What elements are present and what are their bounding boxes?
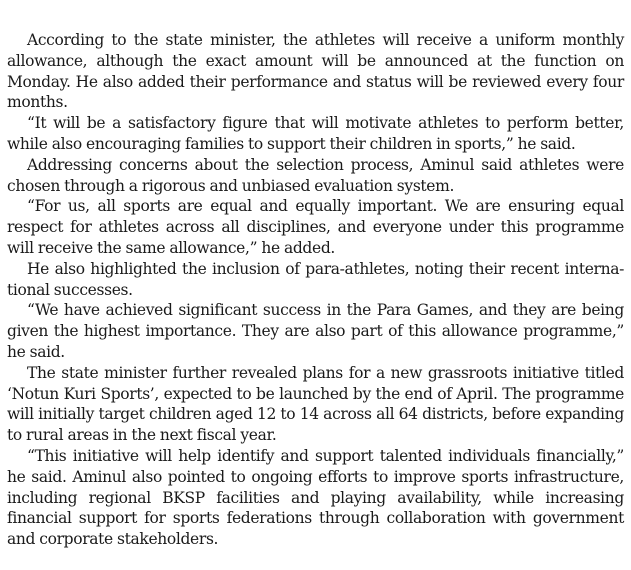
article-paragraph: He also highlighted the inclusion of para-athletes, noting their recent interna-tional successes. (7, 259, 624, 299)
article-paragraph: “We have achieved significant success in the Para Games, and they are being given the highest importance. They are also part of this allowance programme,” he said. (7, 301, 624, 361)
article-body (7, 30, 624, 550)
article-paragraph: “It will be a satisfactory figure that will motivate athletes to perform better, while also encouraging families to support their children in sports,” he said. (7, 114, 624, 153)
article-paragraph: According to the state minister, the athletes will receive a uniform monthly allowance, although the exact amount will be announced at the function on Monday. He also added their performance and status will be reviewed every four months. (7, 31, 624, 112)
article-paragraph: “For us, all sports are equal and equally important. We are ensuring equal respect for athletes across all disciplines, and everyone under this programme will receive the same allowance,” he added. (7, 197, 624, 257)
article-paragraph: The state minister further revealed plans for a new grassroots initiative titled ‘Notun Kuri Sports’, expected to be launched by the end of April. The programme will initially target children aged 12 to 14 across all 64 districts, before expanding to rural areas in the next fiscal year. (7, 363, 624, 445)
article-paragraph: “This initiative will help identify and support talented individuals financially,” he said. Aminul also pointed to ongoing efforts to improve sports infrastructure, including regional BKSP facilities and playing availability, while increasing financial support for sports federations through collaboration with government and corporate stakeholders. (7, 446, 624, 549)
article-paragraph: Addressing concerns about the selection process, Aminul said athletes were chosen through a rigorous and unbiased evaluation system. (7, 155, 624, 195)
